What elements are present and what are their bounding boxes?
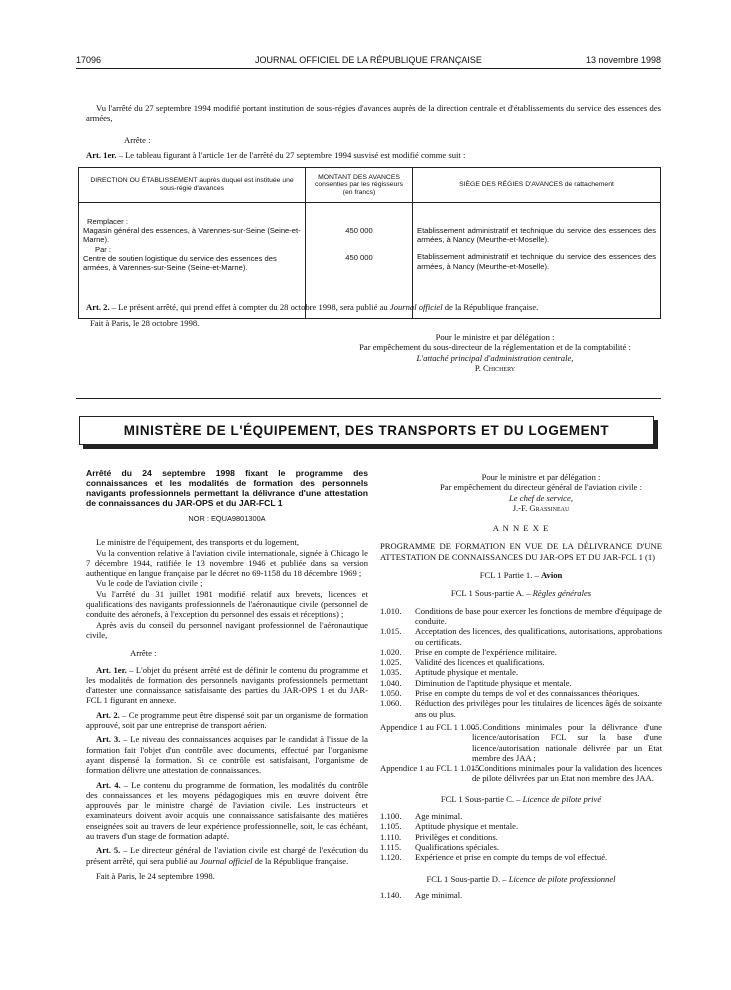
list-item	[380, 667, 662, 677]
issue-date: 13 novembre 1998	[585, 55, 661, 65]
list-item	[380, 698, 662, 719]
article-text: – L'objet du présent arrêté est de définir le contenu du programme et les modalités de formation des personnels navigants professionnels permettant d'attester une connaissance satisfaisante des parties du JAR-OPS 1 et du JAR-FCL 1 figurant en annexe.	[86, 664, 368, 706]
item-text: Acceptation des licences, des qualifications, autorisations, approbations ou certificats.	[415, 626, 662, 647]
journal-officiel-ref: Journal officiel	[389, 302, 443, 312]
signature-block	[330, 332, 660, 373]
preamble-line: Le ministre de l'équipement, des transports et du logement,	[96, 537, 299, 548]
article-label: Art. 3.	[96, 734, 121, 745]
list-item	[380, 657, 662, 667]
list-item	[380, 890, 662, 900]
article-paragraph	[86, 665, 368, 706]
appendix-label: Appendice 1 au FCL 1 1.005.	[380, 721, 482, 732]
item-text: Conditions de base pour exercer les fonctions de membre d'équipage de conduite.	[415, 605, 662, 626]
item-text: Diminution de l'aptitude physique et mentale.	[415, 677, 572, 688]
appendix-label: Appendice 1 au FCL 1 1.015.	[380, 763, 482, 774]
preamble-line: Après avis du conseil du personnel navigant professionnel de l'aéronautique civile,	[86, 619, 368, 640]
preamble-line: Vu l'arrêté du 31 juillet 1981 modifié relatif aux brevets, licences et qualifications des navigants professionnels de l'aéronautique civile (personnel de conduite des aéronefs, à l'exception du personnel des essais et réceptions) ;	[86, 588, 368, 620]
article-text: – Le niveau des connaissances acquises par le candidat à l'issue de la formation fait l'objet d'un contrôle avec documents, effectué par l'organisme ayant dispensé la formation. Si ce contrôle est satisfaisant, l'organisme de formation délivre une attestation de connaissances.	[86, 734, 368, 776]
article-1-label: Art. 1er.	[86, 150, 117, 160]
sous-partie-a-heading	[380, 588, 662, 598]
list-item	[380, 811, 662, 821]
sous-partie-name: Règles générales	[532, 588, 592, 599]
list-item	[380, 678, 662, 688]
article-label: Art. 1er.	[96, 664, 127, 675]
article-text: – Ce programme peut être dispensé soit par un organisme de formation approuvé, soit par une entreprise de transport aérien.	[86, 709, 368, 731]
signature-block	[380, 472, 662, 513]
sous-partie-prefix: FCL 1 Sous-partie C. –	[440, 793, 523, 804]
signature-line-1: Pour le ministre et par délégation :	[481, 472, 601, 482]
article-paragraph	[86, 780, 368, 842]
appendix-text: – Conditions minimales pour la validation des licences de pilote délivrées par un Etat non membre des JAA.	[472, 763, 662, 784]
list-sous-partie-a	[380, 606, 662, 719]
table-header-row	[79, 168, 661, 203]
item-number: 1.010.	[380, 605, 402, 616]
item-number: 1.120.	[380, 852, 402, 863]
fcl-partie-name: Avion	[540, 570, 563, 581]
article-paragraph	[86, 710, 368, 731]
item-number: 1.060.	[380, 698, 402, 709]
decree-title: Arrêté du 24 septembre 1998 fixant le programme des connaissances et les modalités de formation des personnels navigants professionnels permettant la délivrance d'une attestation de connaissances du JAR-OPS et du JAR-FCL 1	[86, 468, 368, 508]
fait-date: Fait à Paris, le 24 septembre 1998.	[96, 870, 215, 881]
new-siege: Etablissement administratif et technique du service des essences des armées, à Nancy (Meurthe-et-Moselle).	[417, 252, 656, 271]
article-label: Art. 2.	[96, 709, 120, 720]
article-1-text: – Le tableau figurant à l'article 1er de l'arrêté du 27 septembre 1994 susvisé est modifié comme suit :	[116, 150, 466, 160]
appendix-text: – Conditions minimales pour la délivrance d'une licence/autorisation FCL sur la base d'une licence/autorisation nationale délivrée par un Etat membre des JAA ;	[472, 721, 662, 763]
item-text: Age minimal.	[415, 889, 463, 900]
item-text: Prise en compte de l'expérience militaire.	[415, 646, 557, 657]
signatory-name: P. Chichery	[474, 362, 516, 373]
item-text: Prise en compte du temps de vol et des connaissances théoriques.	[415, 688, 640, 699]
list-item	[380, 647, 662, 657]
table-header-direction: DIRECTION OU ÉTABLISSEMENT auprès duquel est instituée une sous-régie d'avances	[79, 168, 306, 203]
page-header	[76, 55, 661, 67]
right-column	[380, 472, 662, 900]
old-siege: Etablissement administratif et technique du service des essences des armées, à Nancy (Meurthe-et-Moselle).	[417, 226, 656, 245]
list-item	[380, 688, 662, 698]
remplacer-label: Remplacer :	[87, 217, 128, 226]
article-2-text: – Le présent arrêté, qui prend effet à compter du 28 octobre 1998, sera publié au	[109, 302, 390, 312]
sous-partie-d-heading	[380, 874, 662, 884]
article-paragraph	[86, 734, 368, 775]
item-number: 1.020.	[380, 646, 402, 657]
item-text: Réduction des privilèges pour les titulaires de licences âgés de soixante ans ou plus.	[415, 698, 662, 719]
programme-title: PROGRAMME DE FORMATION EN VUE DE LA DÉLIVRANCE D'UNE ATTESTATION DE CONNAISSANCES DU JAR-OPS ET DU JAR-FCL 1 (1)	[380, 541, 662, 562]
table-header-montant: MONTANT DES AVANCES consenties par les régisseurs (en francs)	[306, 168, 413, 203]
fait-date: Fait à Paris, le 28 octobre 1998.	[90, 318, 200, 328]
item-number: 1.105.	[380, 821, 402, 832]
appendix-item	[380, 722, 662, 763]
item-text: Expérience et prise en compte du temps de vol effectué.	[415, 852, 608, 863]
item-number: 1.025.	[380, 657, 402, 668]
sous-partie-prefix: FCL 1 Sous-partie A. –	[450, 588, 533, 599]
article-text-end: de la République française.	[252, 855, 349, 866]
item-number: 1.115.	[380, 841, 402, 852]
list-item	[380, 626, 662, 647]
journal-officiel-ref: Journal officiel	[199, 855, 253, 866]
item-number: 1.140.	[380, 889, 402, 900]
old-direction: Magasin général des essences, à Varennes-sur-Seine (Seine-et-Marne).	[83, 226, 301, 245]
signature-line-2: Par empêchement du directeur général de l'aviation civile :	[440, 482, 642, 493]
signature-line-1: Pour le ministre et par délégation :	[435, 332, 555, 342]
article-1-paragraph	[86, 150, 660, 160]
sous-partie-name: Licence de pilote professionnel	[508, 873, 616, 884]
article-2-text-end: de la République française.	[442, 302, 539, 312]
header-rule	[76, 68, 661, 69]
nor-reference: NOR : EQUA9801300A	[188, 514, 266, 523]
item-text: Aptitude physique et mentale.	[415, 821, 519, 832]
ministry-banner	[79, 416, 654, 445]
list-item	[380, 832, 662, 842]
item-number: 1.015.	[380, 626, 402, 637]
item-number: 1.110.	[380, 831, 402, 842]
article-text: – Le contenu du programme de formation, les modalités du contrôle des connaissances et les moyens pédagogiques mis en œuvre doivent être approuvés par le ministre chargé de l'aviation civile. Les instructeurs et examinateurs doivent avoir acquis une connaissance satisfaisante des matières enseignées soit au travers de leur expérience professionnelle, soit, le cas échéant, au travers d'un stage de formation adapté.	[86, 779, 369, 842]
sous-partie-prefix: FCL 1 Sous-partie D. –	[426, 873, 509, 884]
journal-title: JOURNAL OFFICIEL DE LA RÉPUBLIQUE FRANÇAISE	[255, 55, 482, 65]
left-column	[86, 468, 368, 881]
list-item	[380, 842, 662, 852]
signature-line-3: Le chef de service,	[509, 492, 573, 503]
item-text: Qualifications spéciales.	[415, 841, 499, 852]
old-amount: 450 000	[345, 226, 373, 235]
item-number: 1.035.	[380, 667, 402, 678]
par-label: Par :	[95, 244, 112, 254]
sous-partie-name: Licence de pilote privé	[522, 793, 602, 804]
item-text: Validité des licences et qualifications.	[415, 657, 545, 668]
signatory-name: J.-F. Grassineau	[512, 502, 570, 513]
item-text: Aptitude physique et mentale.	[415, 667, 519, 678]
section-rule	[76, 398, 661, 399]
annexe-heading: A N N E X E	[492, 523, 550, 534]
vu-paragraph: Vu l'arrêté du 27 septembre 1994 modifié portant institution de sous-régies d'avances auprès de la direction centrale et d'établissements du service des essences des armées,	[86, 103, 661, 124]
item-text: Privilèges et conditions.	[415, 831, 498, 842]
new-amount: 450 000	[345, 253, 373, 263]
signature-line-2: Par empêchement du sous-directeur de la réglementation et de la comptabilité :	[359, 342, 631, 353]
list-item	[380, 606, 662, 627]
fcl-partie-heading	[380, 570, 662, 580]
article-2-label: Art. 2.	[86, 302, 110, 312]
new-direction: Centre de soutien logistique du service des essences des armées, à Varennes-sur-Seine (Seine-et-Marne).	[83, 253, 277, 273]
arrete-label: Arrête :	[130, 648, 157, 659]
fcl-partie-prefix: FCL 1 Partie 1. –	[479, 570, 541, 581]
article-text: – Le directeur général de l'aviation civile est chargé de l'exécution du présent arrêté, qui sera publié au	[86, 845, 368, 866]
item-number: 1.050.	[380, 688, 402, 699]
appendix-item	[380, 763, 662, 784]
article-label: Art. 5.	[96, 845, 121, 856]
sous-partie-c-heading	[380, 794, 662, 804]
item-text: Age minimal.	[415, 811, 463, 822]
item-number: 1.040.	[380, 677, 402, 688]
arrete-label: Arrête :	[124, 135, 151, 145]
preamble-line: Vu la convention relative à l'aviation civile internationale, signée à Chicago le 7 décembre 1944, ratifiée le 13 novembre 1946 et publiée dans sa version authentique en langue française par le décret no 69-1158 du 18 décembre 1969 ;	[86, 547, 368, 579]
list-sous-partie-d	[380, 890, 662, 900]
preamble-line: Vu le code de l'aviation civile ;	[96, 578, 203, 589]
list-sous-partie-c	[380, 811, 662, 862]
page-number: 17096	[76, 55, 102, 65]
table-header-siege: SIÈGE DES RÉGIES D'AVANCES de rattachement	[413, 168, 661, 203]
item-number: 1.100.	[380, 811, 402, 822]
list-item	[380, 821, 662, 831]
article-paragraph	[86, 845, 368, 866]
ministry-title: MINISTÈRE DE L'ÉQUIPEMENT, DES TRANSPORTS ET DU LOGEMENT	[123, 423, 610, 438]
regies-table	[78, 167, 661, 319]
article-2-paragraph	[86, 302, 660, 312]
list-item	[380, 852, 662, 862]
signature-line-3: L'attaché principal d'administration centrale,	[416, 352, 574, 363]
article-label: Art. 4.	[96, 779, 121, 790]
appendices	[380, 722, 662, 784]
